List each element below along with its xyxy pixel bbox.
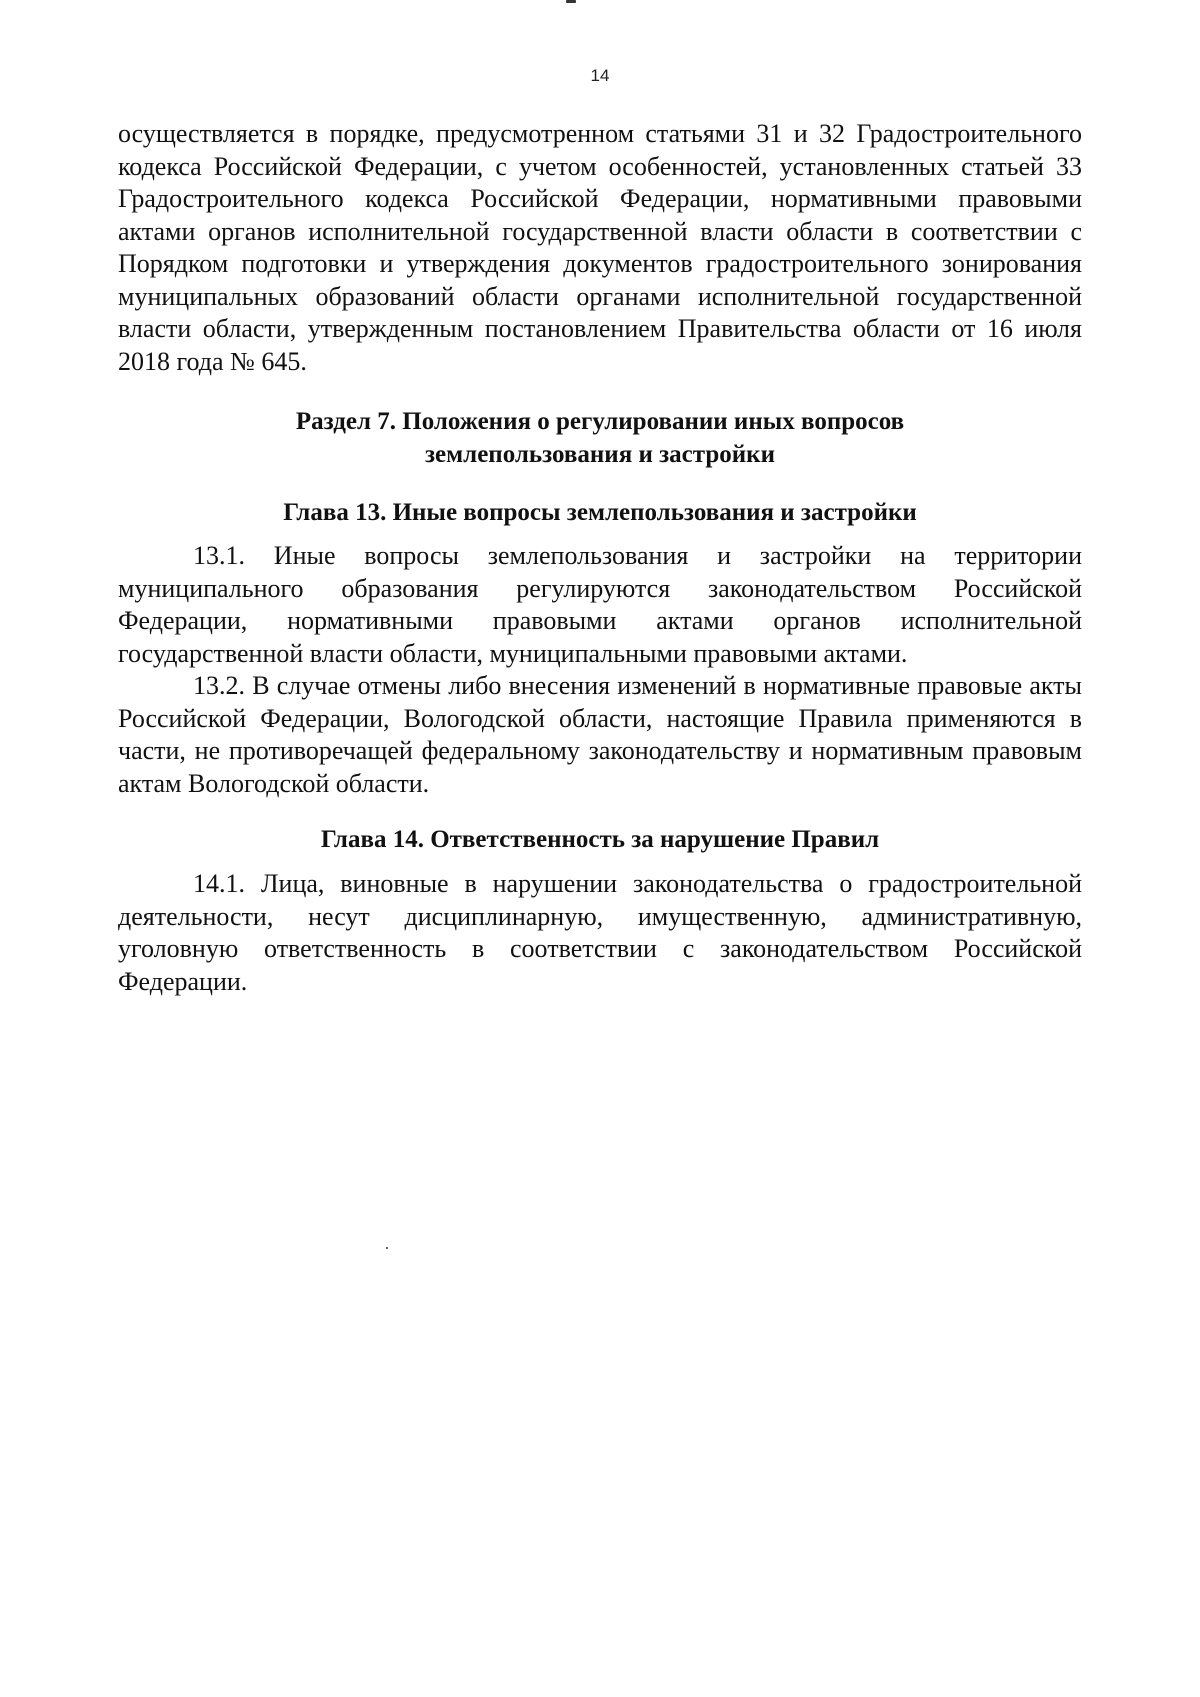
section-7-title-line-2: землепользования и застройки [425, 441, 775, 468]
section-7-heading [118, 405, 1082, 471]
chapter-14-body [118, 868, 1082, 998]
scan-speck [386, 1247, 388, 1249]
paragraph-14-1: 14.1. Лица, виновные в нарушении законодательства о градостроительной деятельности, несут дисциплинарную, имущественную, административную, уголовную ответственность в соответствии с законодательством Российской Федерации. [118, 869, 1082, 996]
page-number: 14 [590, 66, 610, 85]
paragraph-13-1: 13.1. Иные вопросы землепользования и застройки на территории муниципального образования регулируются законодательством Российской Федерации, нормативными правовыми актами органов исполнительной государственной власти области, муниципальными правовыми актами. [118, 541, 1082, 668]
chapter-13-body [118, 540, 1082, 800]
intro-paragraph [118, 118, 1082, 378]
paragraph-13-2: 13.2. В случае отмены либо внесения изменений в нормативные правовые акты Российской Федерации, Вологодской области, настоящие Правила применяются в части, не противоречащей федеральному законодательству и нормативным правовым актам Вологодской области. [118, 671, 1082, 798]
chapter-14-heading: Глава 14. Ответственность за нарушение Правил [320, 826, 880, 853]
section-7-title-line-1: Раздел 7. Положения о регулировании иных вопросов [295, 408, 905, 435]
scan-speck-top [566, 0, 576, 3]
chapter-13-heading: Глава 13. Иные вопросы землепользования и застройки [283, 499, 917, 526]
intro-paragraph-text: осуществляется в порядке, предусмотренном статьями 31 и 32 Градостроительного кодекса Российской Федерации, с учетом особенностей, установленных статьей 33 Градостроительного кодекса Российской Федерации, нормативными правовыми актами органов исполнительной государственной власти области в соответствии с Порядком подготовки и утверждения документов градостроительного зонирования муниципальных образований области органами исполнительной государственной власти области, утвержденным постановлением Правительства области от 16 июля 2018 года № 645. [118, 119, 1082, 376]
